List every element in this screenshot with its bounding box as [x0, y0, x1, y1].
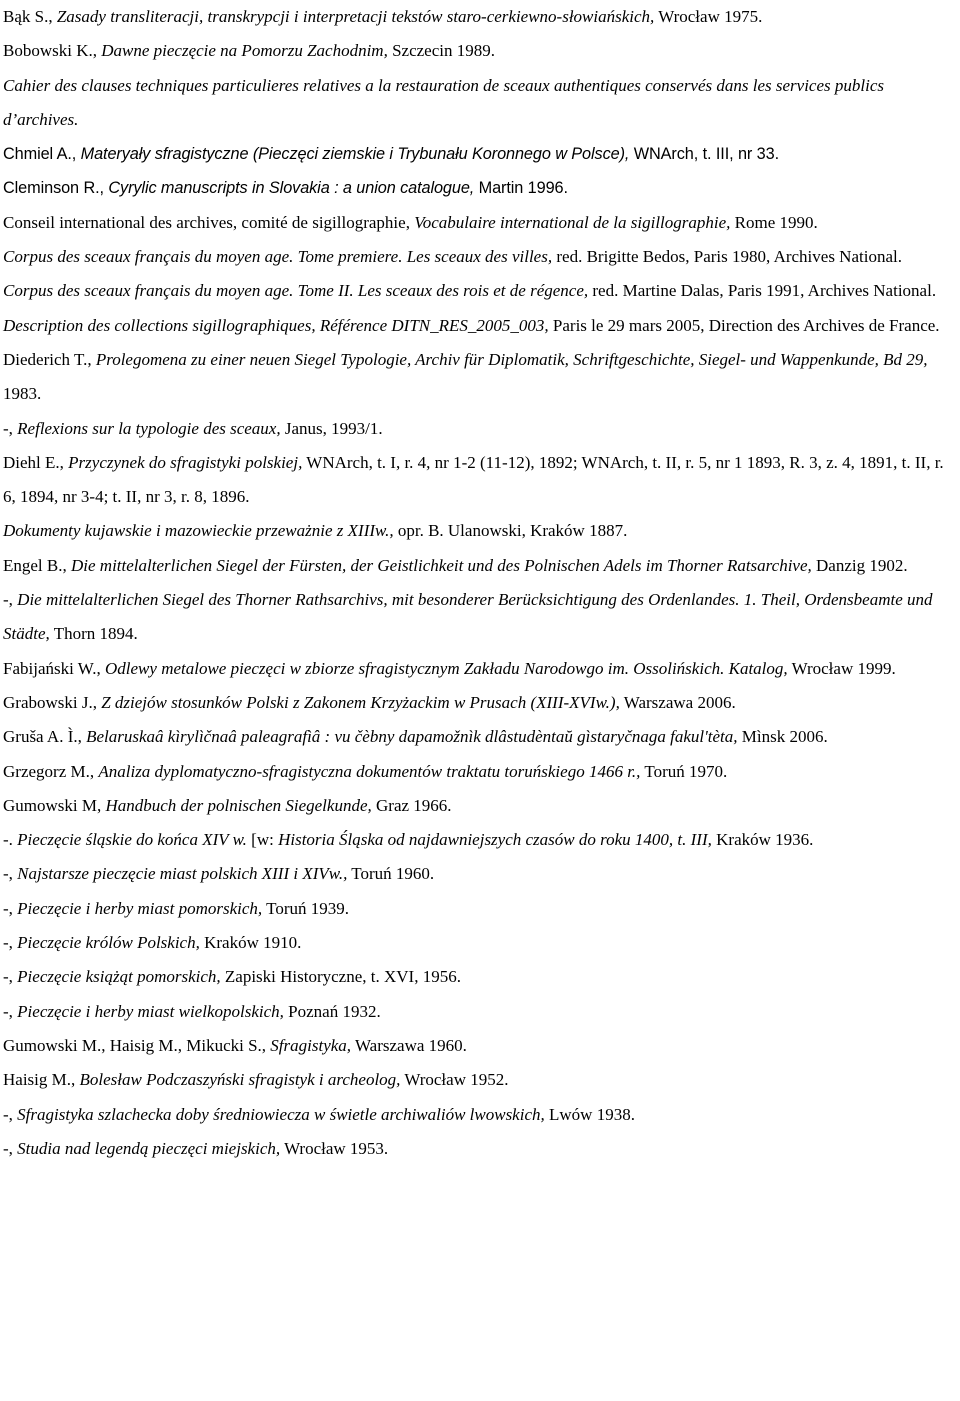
bibliography-entry: [3, 240, 954, 274]
entry-text: red. Brigitte Bedos, Paris 1980, Archives National.: [552, 247, 902, 267]
entry-text: Wrocław 1999.: [787, 658, 896, 678]
bibliography-list: [3, 0, 954, 1166]
entry-title-text: Die mittelalterlichen Siegel der Fürsten, der Geistlichkeit und des Polnischen Adels im Thorner Ratsarchive,: [71, 555, 812, 575]
entry-title-text: Cahier des clauses techniques particulieres relatives a la restauration de sceaux authentiques conservés dans les services publics d’archives.: [3, 75, 884, 129]
bibliography-entry: [3, 274, 954, 308]
entry-title-text: Description des collections sigillographiques, Référence DITN_RES_2005_003,: [3, 315, 549, 335]
entry-text: Grabowski J.,: [3, 692, 102, 712]
entry-text: Fabijański W.,: [3, 658, 106, 678]
bibliography-entry: [3, 343, 954, 412]
bibliography-entry: [3, 514, 954, 548]
bibliography-entry: [3, 995, 954, 1029]
entry-text: Diehl E.,: [3, 452, 69, 472]
entry-text: -,: [3, 1001, 18, 1021]
entry-text: Mìnsk 2006.: [737, 727, 828, 747]
entry-text: opr. B. Ulanowski, Kraków 1887.: [393, 521, 628, 541]
bibliography-entry: [3, 652, 954, 686]
entry-text: Janus, 1993/1.: [280, 418, 383, 438]
entry-text: Toruń 1939.: [262, 898, 349, 918]
entry-title-text: Sfragistyka,: [270, 1035, 352, 1055]
entry-text: Gumowski M,: [3, 795, 106, 815]
entry-title-text: Studia nad legendą pieczęci miejskich,: [17, 1138, 281, 1158]
entry-title-text: Najstarsze pieczęcie miast polskich XIII i XIVw.,: [17, 864, 348, 884]
entry-title-text: Prolegomena zu einer neuen Siegel Typologie, Archiv für Diplomatik, Schriftgeschichte, Siegel- und Wappenkunde, Bd 29,: [95, 349, 928, 369]
bibliography-entry: [3, 309, 954, 343]
entry-title-text: Handbuch der polnischen Siegelkunde,: [105, 795, 372, 815]
bibliography-entry: [3, 926, 954, 960]
entry-title-text: Corpus des sceaux français du moyen age. Tome II. Les sceaux des rois et de régence,: [3, 281, 589, 301]
bibliography-entry: [3, 1132, 954, 1166]
bibliography-entry: [3, 857, 954, 891]
entry-text: 1983.: [3, 384, 42, 404]
entry-text: Grzegorz M.,: [3, 761, 99, 781]
bibliography-entry: [3, 34, 954, 68]
bibliography-entry: [3, 1029, 954, 1063]
entry-text: WNArch, t. III, nr 33.: [629, 145, 780, 164]
entry-title-text: Sfragistyka szlachecka doby średniowiecza w świetle archiwaliów lwowskich,: [17, 1104, 545, 1124]
entry-text: Bobowski K.,: [3, 41, 102, 61]
entry-text: Kraków 1910.: [199, 933, 302, 953]
bibliography-entry: [3, 789, 954, 823]
entry-text: Cleminson R.,: [3, 179, 109, 198]
bibliography-entry: [3, 583, 954, 652]
entry-text: Wrocław 1975.: [654, 7, 763, 26]
entry-title-text: Pieczęcie książąt pomorskich,: [17, 967, 221, 987]
bibliography-entry: [3, 755, 954, 789]
entry-text: Poznań 1932.: [283, 1001, 381, 1021]
entry-title-text: Z dziejów stosunków Polski z Zakonem Krzyżackim w Prusach (XIII-XVIw.),: [101, 692, 620, 712]
entry-text: Szczecin 1989.: [387, 41, 495, 61]
bibliography-entry: [3, 823, 954, 857]
entry-text: -,: [3, 898, 18, 918]
entry-text: [w:: [246, 830, 279, 850]
entry-text: Gumowski M., Haisig M., Mikucki S.,: [3, 1035, 271, 1055]
entry-text: Rome 1990.: [730, 212, 818, 232]
bibliography-entry: [3, 686, 954, 720]
entry-text: Warszawa 2006.: [619, 692, 736, 712]
entry-title-text: Reflexions sur la typologie des sceaux,: [17, 418, 281, 438]
entry-text: Paris le 29 mars 2005, Direction des Archives de France.: [548, 315, 940, 335]
entry-text: Thorn 1894.: [49, 624, 138, 644]
entry-text: Engel B.,: [3, 555, 71, 575]
entry-text: Lwów 1938.: [544, 1104, 635, 1124]
entry-title-text: Dokumenty kujawskie i mazowieckie przeważnie z XIIIw.,: [3, 521, 394, 541]
entry-text: Wrocław 1953.: [280, 1138, 389, 1158]
entry-title-text: Zasady transliteracji, transkrypcji i interpretacji tekstów staro-cerkiewno-słowiańskich,: [56, 7, 655, 26]
bibliography-entry: [3, 0, 954, 34]
entry-text: Zapiski Historyczne, t. XVI, 1956.: [220, 967, 461, 987]
entry-title-text: Materyały sfragistyczne (Pieczęci ziemskie i Trybunału Koronnego w Polsce),: [80, 145, 630, 164]
entry-title-text: Pieczęcie i herby miast wielkopolskich,: [17, 1001, 284, 1021]
entry-text: Warszawa 1960.: [351, 1035, 467, 1055]
entry-text: -,: [3, 418, 18, 438]
bibliography-entry: [3, 206, 954, 240]
entry-text: -,: [3, 864, 18, 884]
entry-title-text: Pieczęcie śląskie do końca XIV w.: [17, 830, 247, 850]
entry-text: -.: [3, 830, 18, 850]
entry-title-text: Pieczęcie i herby miast pomorskich,: [17, 898, 263, 918]
bibliography-entry: [3, 720, 954, 754]
entry-text: Toruń 1960.: [347, 864, 435, 884]
bibliography-entry: [3, 1098, 954, 1132]
entry-title-text: Die mittelalterlichen Siegel des Thorner Rathsarchivs, mit besonderer Berücksichtigung des Ordenlandes. 1. Theil, Ordensbeamte und Städte,: [3, 590, 933, 644]
entry-text: Bąk S.,: [3, 7, 57, 26]
entry-text: -,: [3, 1104, 18, 1124]
entry-text: Martin 1996.: [474, 179, 568, 198]
entry-text: -,: [3, 1138, 18, 1158]
entry-text: -,: [3, 590, 18, 610]
bibliography-entry: [3, 1063, 954, 1097]
entry-title-text: Historia Śląska od najdawniejszych czasów do roku 1400, t. III,: [278, 830, 712, 850]
entry-text: Danzig 1902.: [811, 555, 908, 575]
entry-title-text: Pieczęcie królów Polskich,: [17, 933, 200, 953]
bibliography-entry: [3, 171, 954, 205]
entry-text: WNArch, t. I, r. 4, nr 1-2 (11-12), 1892; WNArch, t. II, r. 5, nr 1 1893, R. 3, z. 4, 1891, t. II, r. 6, 1894, nr 3-4; t. II, nr 3, r. 8, 1896.: [3, 452, 944, 507]
entry-text: Chmiel A.,: [3, 145, 81, 164]
entry-title-text: Vocabulaire international de la sigillographie,: [414, 212, 731, 232]
entry-text: -,: [3, 967, 18, 987]
entry-title-text: Przyczynek do sfragistyki polskiej,: [68, 452, 303, 472]
bibliography-entry: [3, 412, 954, 446]
entry-title-text: Cyrylic manuscripts in Slovakia : a union catalogue,: [108, 179, 475, 198]
entry-text: Diederich T.,: [3, 349, 96, 369]
entry-title-text: Corpus des sceaux français du moyen age. Tome premiere. Les sceaux des villes,: [3, 247, 553, 267]
entry-text: Gruša A. Ì.,: [3, 727, 87, 747]
bibliography-entry: [3, 892, 954, 926]
bibliography-entry: [3, 69, 954, 138]
entry-title-text: Dawne pieczęcie na Pomorzu Zachodnim,: [101, 41, 388, 61]
entry-text: red. Martine Dalas, Paris 1991, Archives National.: [588, 281, 937, 301]
entry-text: Wrocław 1952.: [400, 1070, 509, 1090]
bibliography-entry: [3, 960, 954, 994]
bibliography-entry: [3, 446, 954, 515]
entry-text: -,: [3, 933, 18, 953]
entry-text: Graz 1966.: [371, 795, 452, 815]
entry-title-text: Bolesław Podczaszyński sfragistyk i archeolog,: [79, 1070, 401, 1090]
entry-title-text: Analiza dyplomatyczno-sfragistyczna dokumentów traktatu toruńskiego 1466 r.,: [98, 761, 641, 781]
entry-title-text: Odlewy metalowe pieczęci w zbiorze sfragistycznym Zakładu Narodowgo im. Ossolińskich. Katalog,: [105, 658, 788, 678]
entry-text: Haisig M.,: [3, 1070, 80, 1090]
entry-text: Kraków 1936.: [711, 830, 814, 850]
bibliography-entry: [3, 549, 954, 583]
entry-text: Toruń 1970.: [640, 761, 728, 781]
bibliography-entry: [3, 137, 954, 171]
entry-text: Conseil international des archives, comité de sigillographie,: [3, 212, 415, 232]
entry-title-text: Belaruskaâ kìrylìčnaâ paleagrafìâ : vu čèbny dapamožnìk dlâstudèntaŭ gìstaryčnaga fakul'tèta,: [86, 727, 738, 747]
